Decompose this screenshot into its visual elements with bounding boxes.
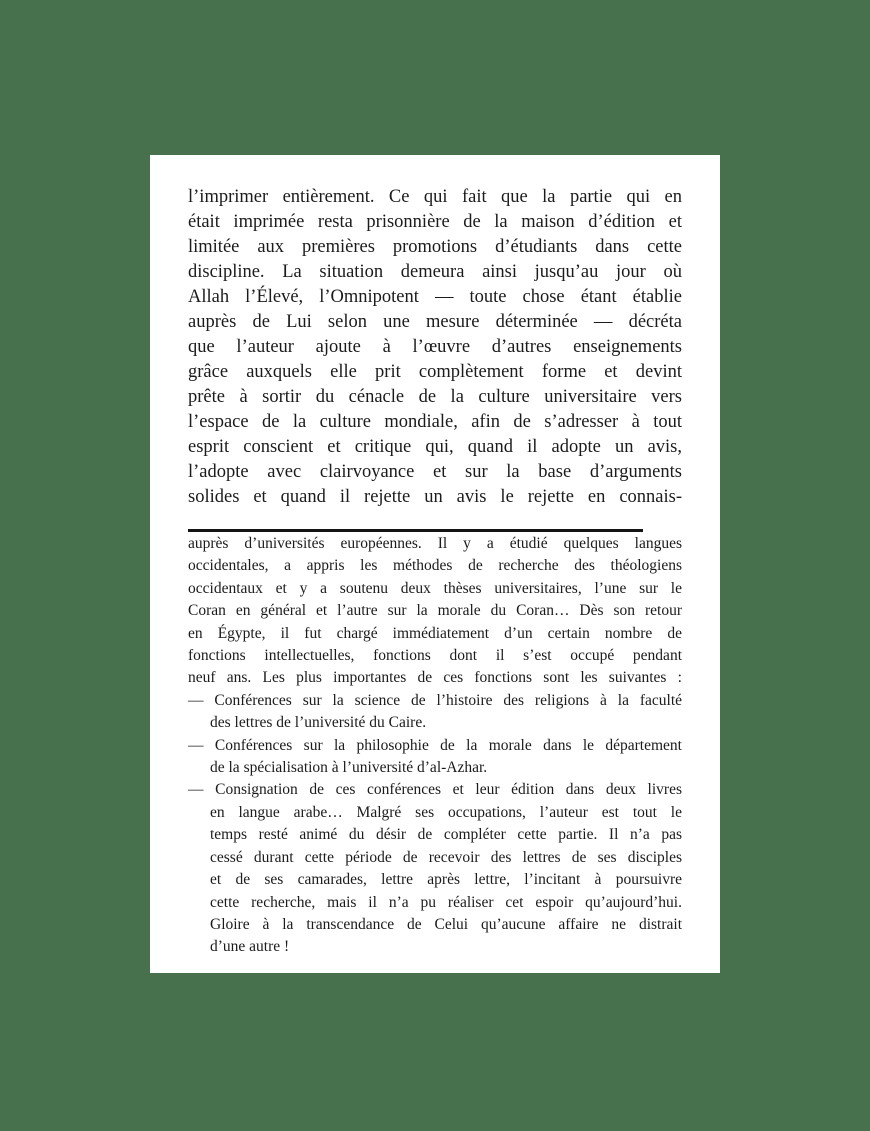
- text-line: et de ses camarades, lettre après lettre, l’incitant à poursuivre: [210, 871, 682, 889]
- text-line: — Conférences sur la science de l’histoire des religions à la faculté: [188, 691, 682, 709]
- text-line: — Consignation de ces conférences et leur édition dans deux livres: [188, 781, 682, 799]
- main-paragraph: [188, 185, 682, 510]
- text-line: — Conférences sur la philosophie de la morale dans le département: [188, 736, 682, 754]
- text-line: Coran en général et l’autre sur la morale du Coran… Dès son retour: [188, 602, 682, 620]
- text-line: cessé durant cette période de recevoir des lettres de ses disciples: [210, 848, 682, 866]
- text-line: des lettres de l’université du Caire.: [210, 714, 427, 732]
- text-line: l’espace de la culture mondiale, afin de s’adresser à tout: [188, 412, 682, 432]
- text-line: l’imprimer entièrement. Ce qui fait que la partie qui en: [188, 187, 682, 207]
- book-page: [150, 155, 720, 973]
- text-line: prête à sortir du cénacle de la culture universitaire vers: [188, 387, 682, 407]
- text-line: discipline. La situation demeura ainsi jusqu’au jour où: [188, 262, 682, 282]
- text-line: occidentales, a appris les méthodes de recherche des théologiens: [188, 557, 682, 575]
- text-line: occidentaux et y a soutenu deux thèses universitaires, l’une sur le: [188, 579, 682, 597]
- text-line: l’adopte avec clairvoyance et sur la base d’arguments: [188, 462, 682, 482]
- text-line: auprès d’universités européennes. Il y a étudié quelques langues: [188, 535, 682, 552]
- text-line: grâce auxquels elle prit complètement forme et devint: [188, 362, 682, 382]
- text-line: de la spécialisation à l’université d’al-Azhar.: [210, 759, 488, 777]
- text-line: limitée aux premières promotions d’étudiants dans cette: [188, 237, 682, 257]
- text-line: que l’auteur ajoute à l’œuvre d’autres enseignements: [188, 337, 682, 357]
- text-line: neuf ans. Les plus importantes de ces fonctions sont les suivantes :: [188, 669, 682, 687]
- text-line: en Égypte, il fut chargé immédiatement d’un certain nombre de: [188, 624, 682, 642]
- text-line: auprès de Lui selon une mesure déterminée — décréta: [188, 312, 682, 332]
- text-line: en langue arabe… Malgré ses occupations, l’auteur est tout le: [210, 803, 682, 821]
- text-line: cette recherche, mais il n’a pu réaliser cet espoir qu’aujourd’hui.: [210, 893, 682, 911]
- footnote-separator: [188, 529, 643, 532]
- footnote-block: [188, 533, 682, 959]
- text-line: Gloire à la transcendance de Celui qu’aucune affaire ne distrait: [210, 915, 682, 933]
- text-line: Allah l’Élevé, l’Omnipotent — toute chose étant établie: [188, 287, 682, 307]
- text-line: était imprimée resta prisonnière de la maison d’édition et: [188, 212, 682, 232]
- text-line: solides et quand il rejette un avis le rejette en connais-: [188, 487, 682, 507]
- text-line: fonctions intellectuelles, fonctions dont il s’est occupé pendant: [188, 647, 682, 665]
- text-line: esprit conscient et critique qui, quand il adopte un avis,: [188, 437, 682, 457]
- text-line: temps resté animé du désir de compléter cette partie. Il n’a pas: [210, 826, 682, 844]
- text-line: d’une autre !: [210, 938, 290, 956]
